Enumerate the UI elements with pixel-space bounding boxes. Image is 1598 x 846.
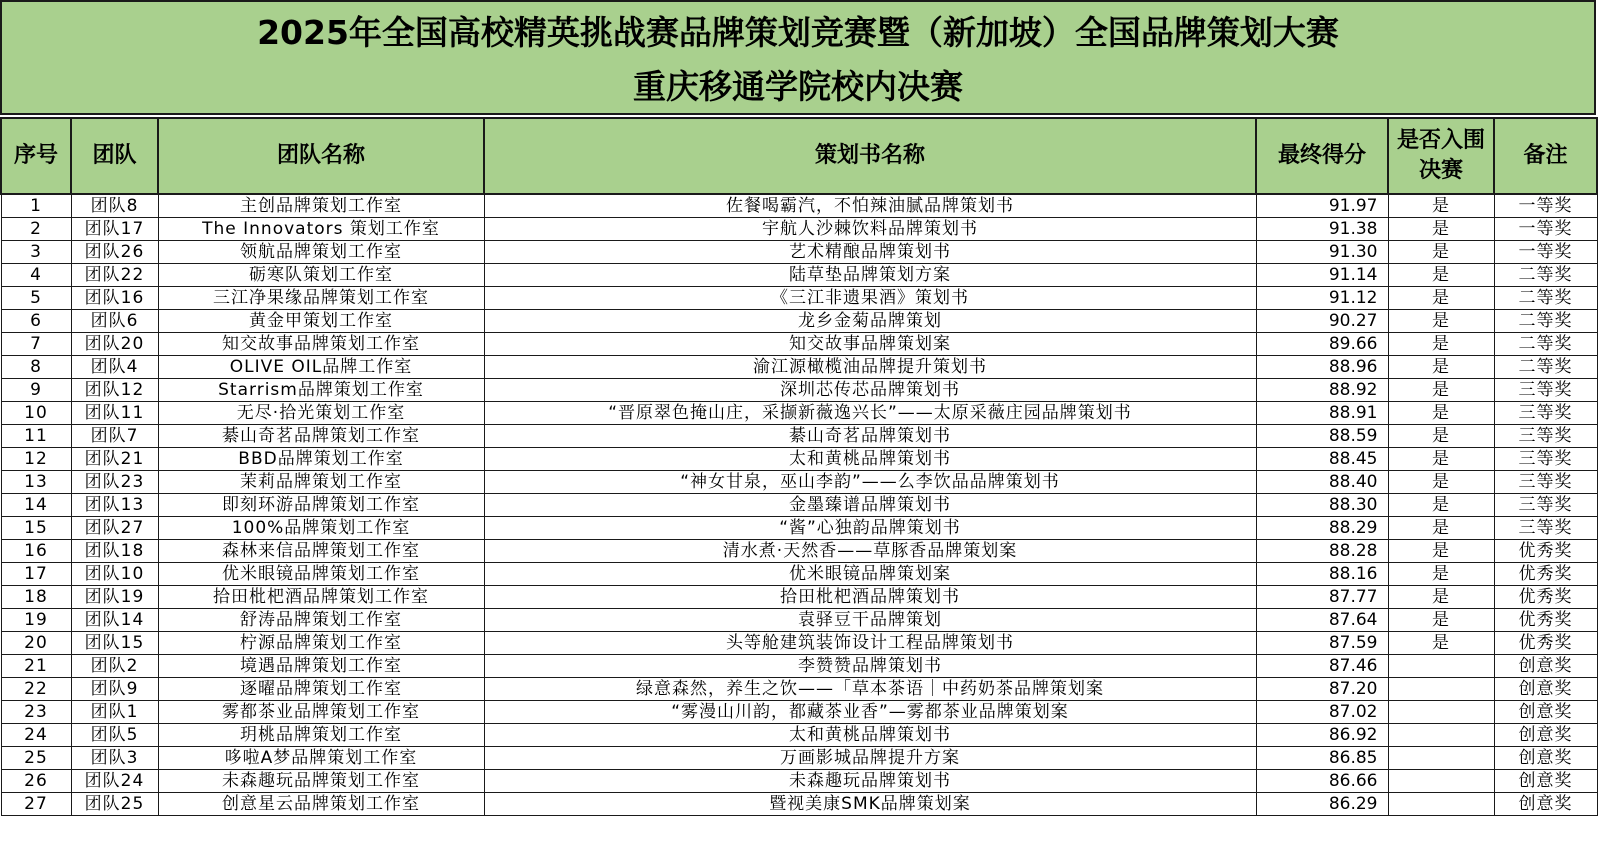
cell-team: 团队17 [71, 218, 158, 241]
table-row [1, 747, 1597, 770]
cell-plan-name: 万画影城品牌提升方案 [484, 747, 1256, 770]
cell-note: 创意奖 [1494, 655, 1597, 678]
cell-no: 24 [1, 724, 71, 747]
page-title: 2025年全国高校精英挑战赛品牌策划竞赛暨（新加坡）全国品牌策划大赛 [257, 13, 1339, 52]
cell-team-name: 领航品牌策划工作室 [158, 241, 484, 264]
cell-plan-name: 綦山奇茗品牌策划书 [484, 425, 1256, 448]
cell-team: 团队23 [71, 471, 158, 494]
cell-team: 团队3 [71, 747, 158, 770]
cell-team: 团队9 [71, 678, 158, 701]
cell-note: 优秀奖 [1494, 540, 1597, 563]
table-row [1, 632, 1597, 655]
cell-team-name: 优米眼镜品牌策划工作室 [158, 563, 484, 586]
cell-final: 是 [1388, 379, 1494, 402]
cell-team: 团队6 [71, 310, 158, 333]
cell-final [1388, 793, 1494, 816]
cell-final: 是 [1388, 402, 1494, 425]
cell-note: 优秀奖 [1494, 609, 1597, 632]
cell-final [1388, 770, 1494, 793]
table-row [1, 218, 1597, 241]
cell-plan-name: 清水煮·天然香——草豚香品牌策划案 [484, 540, 1256, 563]
cell-no: 12 [1, 448, 71, 471]
header-row [1, 118, 1597, 194]
cell-no: 25 [1, 747, 71, 770]
cell-team-name: 逐曜品牌策划工作室 [158, 678, 484, 701]
cell-final [1388, 655, 1494, 678]
cell-no: 9 [1, 379, 71, 402]
cell-score: 87.20 [1256, 678, 1388, 701]
cell-no: 21 [1, 655, 71, 678]
cell-note: 创意奖 [1494, 770, 1597, 793]
cell-team-name: 未森趣玩品牌策划工作室 [158, 770, 484, 793]
cell-team: 团队24 [71, 770, 158, 793]
cell-score: 86.66 [1256, 770, 1388, 793]
cell-score: 87.46 [1256, 655, 1388, 678]
cell-team-name: 即刻环游品牌策划工作室 [158, 494, 484, 517]
cell-note: 一等奖 [1494, 218, 1597, 241]
cell-note: 三等奖 [1494, 402, 1597, 425]
cell-team-name: 哆啦A梦品牌策划工作室 [158, 747, 484, 770]
table-row [1, 655, 1597, 678]
cell-final: 是 [1388, 218, 1494, 241]
cell-plan-name: 太和黄桃品牌策划书 [484, 448, 1256, 471]
cell-team-name: Starrism品牌策划工作室 [158, 379, 484, 402]
cell-plan-name: 艺术精酿品牌策划书 [484, 241, 1256, 264]
cell-no: 17 [1, 563, 71, 586]
cell-score: 89.66 [1256, 333, 1388, 356]
cell-team-name: The Innovators 策划工作室 [158, 218, 484, 241]
cell-team: 团队10 [71, 563, 158, 586]
cell-plan-name: 知交故事品牌策划案 [484, 333, 1256, 356]
cell-score: 88.92 [1256, 379, 1388, 402]
cell-final [1388, 747, 1494, 770]
table-row [1, 241, 1597, 264]
cell-team: 团队14 [71, 609, 158, 632]
cell-no: 1 [1, 194, 71, 218]
table-row [1, 402, 1597, 425]
cell-final [1388, 701, 1494, 724]
cell-team-name: 砺寒队策划工作室 [158, 264, 484, 287]
cell-score: 88.29 [1256, 517, 1388, 540]
cell-score: 87.02 [1256, 701, 1388, 724]
cell-team-name: 森林来信品牌策划工作室 [158, 540, 484, 563]
cell-no: 5 [1, 287, 71, 310]
table-row [1, 586, 1597, 609]
cell-no: 11 [1, 425, 71, 448]
table-row [1, 425, 1597, 448]
table-row [1, 494, 1597, 517]
cell-note: 三等奖 [1494, 379, 1597, 402]
cell-score: 88.30 [1256, 494, 1388, 517]
cell-score: 88.91 [1256, 402, 1388, 425]
cell-team-name: 三江净果缘品牌策划工作室 [158, 287, 484, 310]
cell-note: 二等奖 [1494, 287, 1597, 310]
cell-note: 二等奖 [1494, 310, 1597, 333]
cell-score: 86.85 [1256, 747, 1388, 770]
header-note: 备注 [1494, 118, 1597, 194]
cell-note: 三等奖 [1494, 517, 1597, 540]
table-row [1, 563, 1597, 586]
cell-score: 87.77 [1256, 586, 1388, 609]
cell-note: 创意奖 [1494, 793, 1597, 816]
cell-score: 87.64 [1256, 609, 1388, 632]
cell-team-name: 柠源品牌策划工作室 [158, 632, 484, 655]
cell-team-name: 100%品牌策划工作室 [158, 517, 484, 540]
cell-team: 团队21 [71, 448, 158, 471]
cell-team-name: 舒涛品牌策划工作室 [158, 609, 484, 632]
cell-plan-name: 《三江非遗果酒》策划书 [484, 287, 1256, 310]
cell-score: 88.59 [1256, 425, 1388, 448]
cell-final [1388, 678, 1494, 701]
table-row [1, 517, 1597, 540]
cell-no: 8 [1, 356, 71, 379]
table-row [1, 540, 1597, 563]
cell-no: 22 [1, 678, 71, 701]
cell-no: 18 [1, 586, 71, 609]
cell-team: 团队18 [71, 540, 158, 563]
cell-final: 是 [1388, 494, 1494, 517]
cell-team: 团队20 [71, 333, 158, 356]
cell-team: 团队27 [71, 517, 158, 540]
cell-team-name: 玥桃品牌策划工作室 [158, 724, 484, 747]
table-row [1, 678, 1597, 701]
cell-final: 是 [1388, 241, 1494, 264]
cell-plan-name: “晋原翠色掩山庄，采撷新薇逸兴长”——太原采薇庄园品牌策划书 [484, 402, 1256, 425]
cell-note: 优秀奖 [1494, 586, 1597, 609]
results-table [0, 117, 1598, 816]
cell-team-name: 拾田枇杷酒品牌策划工作室 [158, 586, 484, 609]
cell-team: 团队2 [71, 655, 158, 678]
cell-team: 团队26 [71, 241, 158, 264]
cell-final: 是 [1388, 264, 1494, 287]
cell-plan-name: 暨视美康SMK品牌策划案 [484, 793, 1256, 816]
cell-no: 23 [1, 701, 71, 724]
cell-note: 创意奖 [1494, 701, 1597, 724]
cell-note: 优秀奖 [1494, 563, 1597, 586]
header-team: 团队 [71, 118, 158, 194]
cell-team-name: BBD品牌策划工作室 [158, 448, 484, 471]
table-row [1, 379, 1597, 402]
cell-team: 团队15 [71, 632, 158, 655]
cell-team: 团队5 [71, 724, 158, 747]
cell-team: 团队13 [71, 494, 158, 517]
cell-note: 创意奖 [1494, 724, 1597, 747]
cell-score: 88.45 [1256, 448, 1388, 471]
cell-plan-name: 未森趣玩品牌策划书 [484, 770, 1256, 793]
table-row [1, 310, 1597, 333]
cell-note: 二等奖 [1494, 264, 1597, 287]
cell-score: 86.29 [1256, 793, 1388, 816]
cell-score: 87.59 [1256, 632, 1388, 655]
cell-team: 团队1 [71, 701, 158, 724]
cell-note: 创意奖 [1494, 747, 1597, 770]
table-row [1, 609, 1597, 632]
cell-plan-name: 李赞赞品牌策划书 [484, 655, 1256, 678]
cell-score: 91.12 [1256, 287, 1388, 310]
cell-final: 是 [1388, 517, 1494, 540]
cell-score: 91.30 [1256, 241, 1388, 264]
cell-plan-name: 宇航人沙棘饮料品牌策划书 [484, 218, 1256, 241]
table-row [1, 793, 1597, 816]
cell-team: 团队8 [71, 194, 158, 218]
header-score: 最终得分 [1256, 118, 1388, 194]
cell-final [1388, 724, 1494, 747]
table-row [1, 333, 1597, 356]
cell-final: 是 [1388, 448, 1494, 471]
cell-team: 团队19 [71, 586, 158, 609]
cell-final: 是 [1388, 425, 1494, 448]
cell-final: 是 [1388, 563, 1494, 586]
cell-final: 是 [1388, 586, 1494, 609]
cell-note: 二等奖 [1494, 356, 1597, 379]
table-row [1, 701, 1597, 724]
cell-plan-name: 深圳芯传芯品牌策划书 [484, 379, 1256, 402]
cell-final: 是 [1388, 632, 1494, 655]
cell-plan-name: “雾漫山川韵，都藏茶业香”—雾都茶业品牌策划案 [484, 701, 1256, 724]
cell-plan-name: 优米眼镜品牌策划案 [484, 563, 1256, 586]
cell-plan-name: 金墨臻谱品牌策划书 [484, 494, 1256, 517]
table-row [1, 287, 1597, 310]
table-row [1, 770, 1597, 793]
table-row [1, 356, 1597, 379]
cell-no: 16 [1, 540, 71, 563]
cell-team: 团队4 [71, 356, 158, 379]
cell-score: 88.28 [1256, 540, 1388, 563]
cell-team-name: 茉莉品牌策划工作室 [158, 471, 484, 494]
cell-note: 三等奖 [1494, 448, 1597, 471]
cell-team: 团队22 [71, 264, 158, 287]
cell-plan-name: 袁驿豆干品牌策划 [484, 609, 1256, 632]
cell-no: 15 [1, 517, 71, 540]
cell-team: 团队16 [71, 287, 158, 310]
cell-team-name: 雾都茶业品牌策划工作室 [158, 701, 484, 724]
title-banner [0, 0, 1596, 115]
cell-no: 14 [1, 494, 71, 517]
cell-final: 是 [1388, 609, 1494, 632]
cell-team: 团队11 [71, 402, 158, 425]
cell-no: 3 [1, 241, 71, 264]
cell-team-name: 黄金甲策划工作室 [158, 310, 484, 333]
cell-final: 是 [1388, 287, 1494, 310]
cell-team-name: 创意星云品牌策划工作室 [158, 793, 484, 816]
header-team-name: 团队名称 [158, 118, 484, 194]
cell-plan-name: 太和黄桃品牌策划书 [484, 724, 1256, 747]
cell-note: 三等奖 [1494, 494, 1597, 517]
table-row [1, 264, 1597, 287]
table-row [1, 448, 1597, 471]
cell-no: 2 [1, 218, 71, 241]
header-final: 是否入围决赛 [1388, 118, 1494, 194]
cell-team-name: 主创品牌策划工作室 [158, 194, 484, 218]
cell-team-name: 綦山奇茗品牌策划工作室 [158, 425, 484, 448]
cell-no: 7 [1, 333, 71, 356]
cell-team: 团队7 [71, 425, 158, 448]
table-row [1, 471, 1597, 494]
cell-score: 91.38 [1256, 218, 1388, 241]
cell-note: 二等奖 [1494, 333, 1597, 356]
cell-note: 创意奖 [1494, 678, 1597, 701]
cell-no: 6 [1, 310, 71, 333]
cell-no: 10 [1, 402, 71, 425]
page-subtitle: 重庆移通学院校内决赛 [633, 67, 963, 106]
cell-plan-name: 拾田枇杷酒品牌策划书 [484, 586, 1256, 609]
table-row [1, 724, 1597, 747]
cell-final: 是 [1388, 194, 1494, 218]
cell-team-name: OLIVE OIL品牌工作室 [158, 356, 484, 379]
cell-no: 26 [1, 770, 71, 793]
cell-score: 90.27 [1256, 310, 1388, 333]
cell-team-name: 无尽·拾光策划工作室 [158, 402, 484, 425]
cell-plan-name: 头等舱建筑装饰设计工程品牌策划书 [484, 632, 1256, 655]
cell-no: 27 [1, 793, 71, 816]
cell-score: 88.40 [1256, 471, 1388, 494]
cell-team: 团队12 [71, 379, 158, 402]
cell-plan-name: 陆草垫品牌策划方案 [484, 264, 1256, 287]
cell-no: 13 [1, 471, 71, 494]
cell-final: 是 [1388, 471, 1494, 494]
cell-score: 91.97 [1256, 194, 1388, 218]
table-body [1, 194, 1597, 816]
cell-note: 三等奖 [1494, 425, 1597, 448]
header-no: 序号 [1, 118, 71, 194]
cell-final: 是 [1388, 356, 1494, 379]
table-row [1, 194, 1597, 218]
cell-plan-name: 渝江源橄榄油品牌提升策划书 [484, 356, 1256, 379]
cell-plan-name: 龙乡金菊品牌策划 [484, 310, 1256, 333]
cell-plan-name: “酱”心独韵品牌策划书 [484, 517, 1256, 540]
cell-plan-name: 绿意森然，养生之饮——「草本茶语｜中药奶茶品牌策划案 [484, 678, 1256, 701]
cell-team: 团队25 [71, 793, 158, 816]
cell-plan-name: “神女甘泉，巫山李韵”——么李饮品品牌策划书 [484, 471, 1256, 494]
cell-no: 19 [1, 609, 71, 632]
cell-team-name: 境遇品牌策划工作室 [158, 655, 484, 678]
cell-note: 优秀奖 [1494, 632, 1597, 655]
header-plan-name: 策划书名称 [484, 118, 1256, 194]
cell-score: 91.14 [1256, 264, 1388, 287]
cell-plan-name: 佐餐喝霸汽，不怕辣油腻品牌策划书 [484, 194, 1256, 218]
cell-note: 三等奖 [1494, 471, 1597, 494]
cell-final: 是 [1388, 540, 1494, 563]
cell-score: 86.92 [1256, 724, 1388, 747]
cell-team-name: 知交故事品牌策划工作室 [158, 333, 484, 356]
cell-no: 4 [1, 264, 71, 287]
cell-note: 一等奖 [1494, 241, 1597, 264]
cell-no: 20 [1, 632, 71, 655]
cell-score: 88.96 [1256, 356, 1388, 379]
cell-note: 一等奖 [1494, 194, 1597, 218]
cell-score: 88.16 [1256, 563, 1388, 586]
cell-final: 是 [1388, 310, 1494, 333]
cell-final: 是 [1388, 333, 1494, 356]
